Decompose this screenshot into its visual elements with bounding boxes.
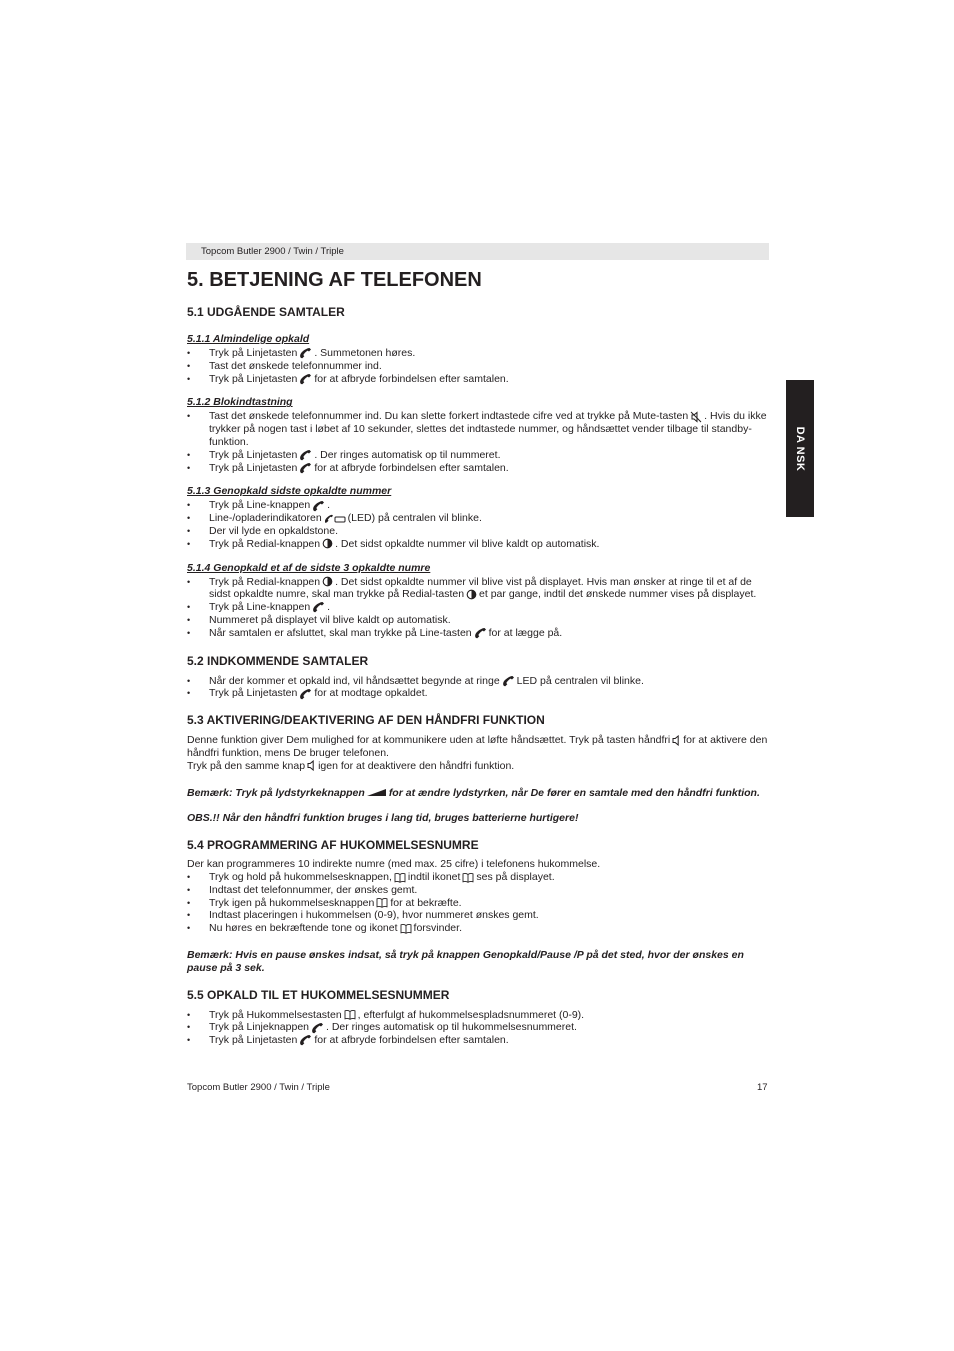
subsection-title: 5.1.1 Almindelige opkald [187,333,310,345]
section-5-5-heading: 5.5 OPKALD TIL ET HUKOMMELSESNUMMER [187,987,450,1002]
paragraph: Der kan programmeres 10 indirekte numre (med max. 25 cifre) i telefonens hukommelse. [187,858,601,871]
phone-handset-icon [299,462,312,474]
list-item: • Tryk på Linjeknappen . Der ringes automatisk op til hukommelsesnummeret. [187,1021,769,1034]
section-5-2-heading: 5.2 INDKOMMENDE SAMTALER [187,653,369,668]
section-5-2-list [187,675,769,701]
list-item: • Der vil lyde en opkaldstone. [187,525,769,538]
language-tab-label: DA NSK [794,426,806,471]
speaker-icon [672,735,681,746]
redial-icon [322,538,333,549]
phone-handset-icon [312,601,325,613]
speaker-icon [307,760,316,771]
memory-book-icon [344,1009,356,1020]
section-5-1-heading: 5.1 UDGÅENDE SAMTALER [187,305,345,319]
phone-handset-icon [311,1022,324,1034]
phone-handset-icon [299,688,312,700]
mute-icon [690,411,702,423]
phone-handset-icon [312,500,325,512]
list-item: • Tryk på Linjetasten . Der ringes automatisk op til nummeret. [187,449,769,462]
subsection-title: 5.1.4 Genopkald et af de sidste 3 opkaldte numre [187,561,431,574]
memory-book-icon [462,872,474,883]
page-title: 5. BETJENING AF TELEFONEN [187,269,482,291]
redial-icon [466,589,477,600]
phone-handset-icon [299,373,312,385]
list-item: • Tryk og hold på hukommelsesknappen, indtil ikonet ses på displayet. [187,871,769,884]
list-item: • Nummeret på displayet vil blive kaldt op automatisk. [187,614,769,627]
phone-handset-icon [502,675,515,687]
redial-icon [322,576,333,587]
section-5-4-list [187,871,769,935]
header-bar [186,243,769,260]
list-item: • Indtast placeringen i hukommelsen (0-9), hvor nummeret ønskes gemt. [187,909,769,922]
list-item: • Tryk på Hukommelsestasten , efterfulgt af hukommelsespladsnummeret (0-9). [187,1009,769,1022]
subsection-5-1-2 [187,396,769,474]
list-item: • Tryk på Linjetasten . Summetonen høres. [187,347,769,360]
list-item: • Tryk på Linjetasten for at afbryde forbindelsen efter samtalen. [187,373,769,386]
paragraph: Tryk på den samme knap igen for at deaktivere den håndfri funktion. [187,759,515,772]
note: Bemærk: Tryk på lydstyrkeknappen for at ændre lydstyrken, når De fører en samtale med den håndfri funktion. [187,786,760,799]
list-item: • Tryk på Line-knappen . [187,601,769,614]
list-item: • Line-/opladerindikatoren (LED) på centralen vil blinke. [187,512,769,525]
list-item: • Tryk igen på hukommelsesknappen for at bekræfte. [187,897,769,910]
subsection-5-1-4 [187,562,769,640]
line-led-icon [324,513,346,524]
section-5-5-list [187,1009,769,1047]
list-item: • Når der kommer et opkald ind, vil håndsættet begynde at ringe LED på centralen vil blinke. [187,675,769,688]
header-title: Topcom Butler 2900 / Twin / Triple [201,246,344,257]
language-tab [786,380,814,517]
list-item: • Tryk på Linjetasten for at modtage opkaldet. [187,687,769,700]
volume-icon [367,788,387,797]
section-5-4-heading: 5.4 PROGRAMMERING AF HUKOMMELSESNUMRE [187,838,479,853]
list-item: • Tast det ønskede telefonnummer ind. [187,360,769,373]
list-item: • Når samtalen er afsluttet, skal man trykke på Line-tasten for at lægge på. [187,627,769,640]
list-item: • Tryk på Linjetasten for at afbryde forbindelsen efter samtalen. [187,462,769,475]
warning-note: OBS.!! Når den håndfri funktion bruges i lang tid, bruges batterierne hurtigere! [187,812,579,825]
page-number: 17 [757,1082,768,1093]
footer-title: Topcom Butler 2900 / Twin / Triple [187,1082,330,1093]
subsection-title: 5.1.2 Blokindtastning [187,396,293,409]
memory-book-icon [400,923,412,934]
list-item: • Tryk på Redial-knappen . Det sidst opkaldte nummer vil blive vist på displayet. Hvis man ønsker at ringe til et af de sidst opkaldte numre, skal man trykke på Redial-tasten et par gange, indtil det ønskede nummer vises på displayet. [187,576,769,602]
phone-handset-icon [474,627,487,639]
list-item: • Tast det ønskede telefonnummer ind. Du kan slette forkert indtastede cifre ved at trykke på Mute-tasten . Hvis du ikke trykker på nogen tast i løbet af 10 sekunder, slettes det indtastede nummer, og håndsættet vender tilbage til standby-funktion. [187,410,769,448]
phone-handset-icon [299,449,312,461]
memory-book-icon [376,897,388,908]
phone-handset-icon [299,1034,312,1046]
list-item: • Indtast det telefonnummer, der ønskes gemt. [187,884,769,897]
list-item: • Nu høres en bekræftende tone og ikonet forsvinder. [187,922,769,935]
list-item: • Tryk på Line-knappen . [187,499,769,512]
paragraph: Denne funktion giver Dem mulighed for at kommunikere uden at løfte håndsættet. Tryk på tasten håndfri for at aktivere den håndfri funktion, mens De bruger telefonen. [187,734,768,759]
phone-handset-icon [299,347,312,359]
section-5-3-heading: 5.3 AKTIVERING/DEAKTIVERING AF DEN HÅNDFRI FUNKTION [187,713,545,728]
memory-book-icon [394,872,406,883]
list-item: • Tryk på Redial-knappen . Det sidst opkaldte nummer vil blive kaldt op automatisk. [187,538,769,551]
list-item: • Tryk på Linjetasten for at afbryde forbindelsen efter samtalen. [187,1034,769,1047]
note: Bemærk: Hvis en pause ønskes indsat, så tryk på knappen Genopkald/Pause /P på det sted, hvor der ønskes en pause på 3 sek. [187,948,744,974]
subsection-title: 5.1.3 Genopkald sidste opkaldte nummer [187,485,392,498]
subsection-5-1-3 [187,485,769,550]
subsection-5-1-1 [187,333,769,385]
page-content [187,268,769,1047]
